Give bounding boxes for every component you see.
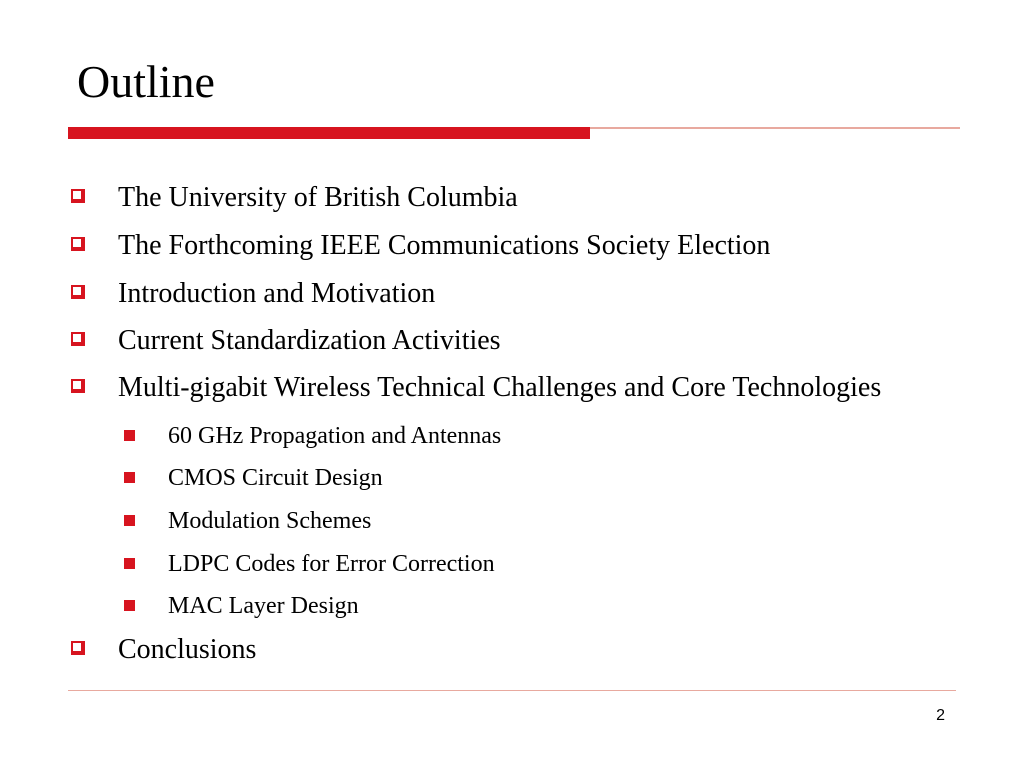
outline-item-label: Current Standardization Activities (118, 325, 501, 356)
outline-item-label: MAC Layer Design (168, 593, 359, 619)
outline-item-label: The Forthcoming IEEE Communications Society Election (118, 230, 771, 261)
filled-square-bullet-icon (124, 600, 135, 611)
slide-title: Outline (77, 56, 215, 107)
outline-item-label: The University of British Columbia (118, 182, 518, 213)
filled-square-bullet-icon (124, 558, 135, 569)
filled-square-bullet-icon (124, 515, 135, 526)
page-number: 2 (936, 707, 945, 724)
outline-item-label: Conclusions (118, 634, 257, 665)
hollow-square-bullet-icon (71, 285, 85, 299)
hollow-square-bullet-icon (71, 379, 85, 393)
outline-item-label: Introduction and Motivation (118, 278, 436, 309)
hollow-square-bullet-icon (71, 332, 85, 346)
outline-item-label: 60 GHz Propagation and Antennas (168, 423, 502, 449)
hollow-square-bullet-icon (71, 189, 85, 203)
outline-item-label: CMOS Circuit Design (168, 465, 383, 491)
outline-item-label: Multi-gigabit Wireless Technical Challenges and Core Technologies (118, 372, 882, 403)
outline-item-label: Modulation Schemes (168, 508, 372, 534)
hollow-square-bullet-icon (71, 641, 85, 655)
footer-divider (68, 690, 956, 691)
filled-square-bullet-icon (124, 472, 135, 483)
outline-item-label: LDPC Codes for Error Correction (168, 551, 495, 577)
hollow-square-bullet-icon (71, 237, 85, 251)
filled-square-bullet-icon (124, 430, 135, 441)
